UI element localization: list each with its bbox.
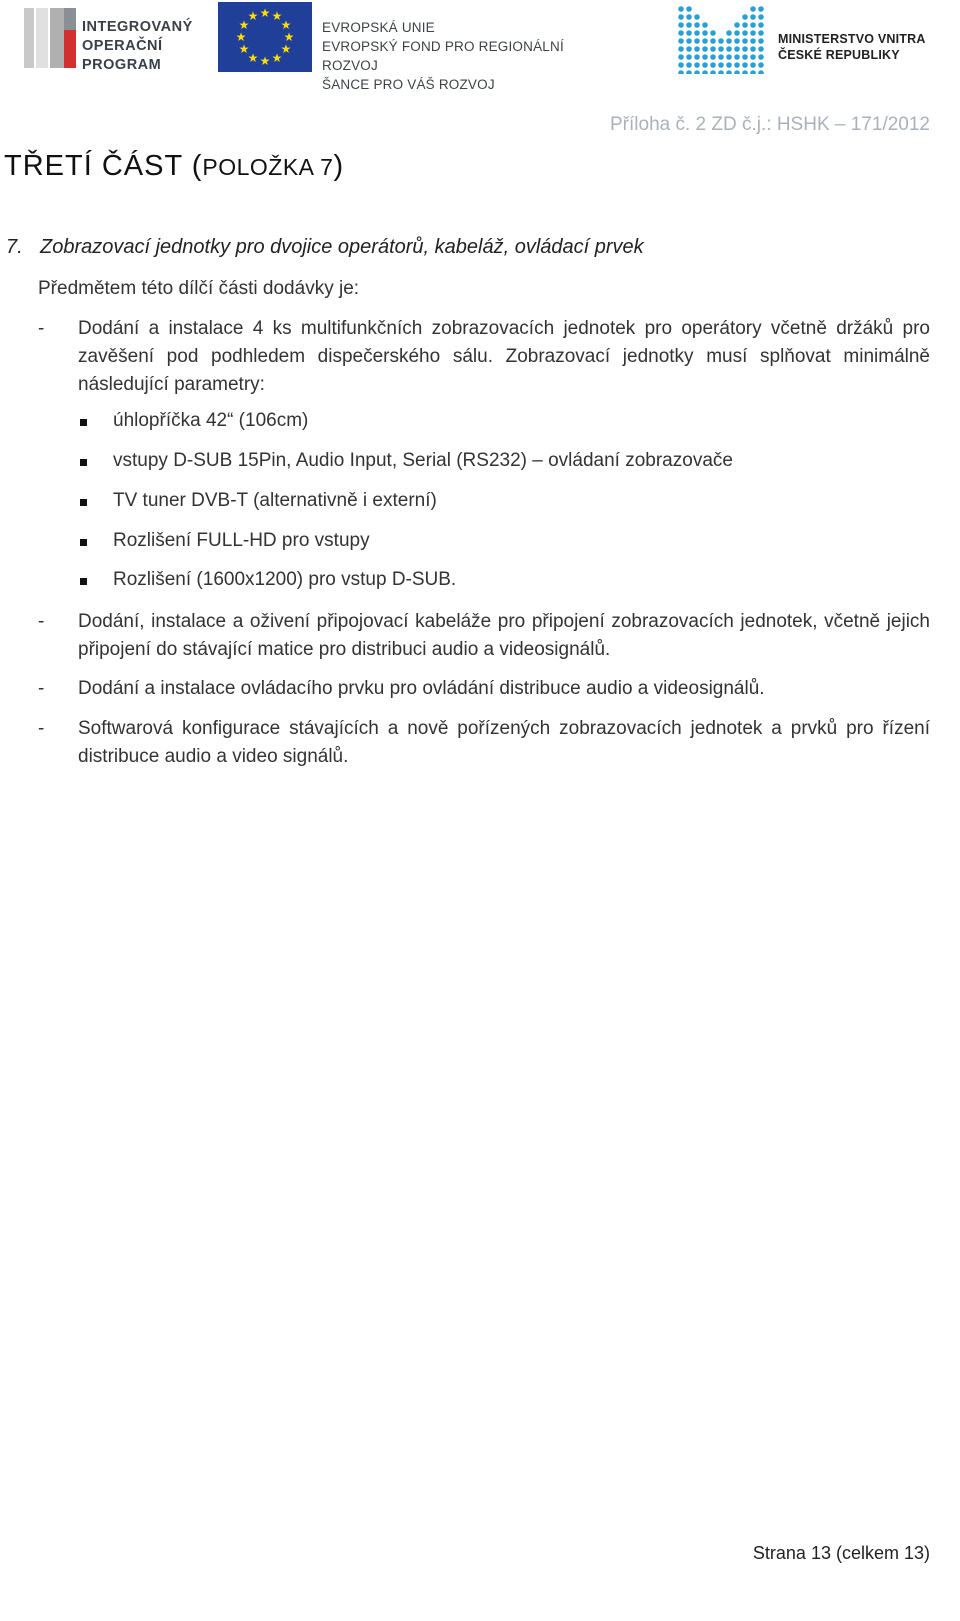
section-title: TŘETÍ ČÁST (POLOŽKA 7) <box>4 150 345 182</box>
dash-marker: - <box>38 318 45 339</box>
document-reference: Příloha č. 2 ZD č.j.: HSHK – 171/2012 <box>610 114 930 135</box>
eu-logo-line: EVROPSKÁ UNIE <box>322 20 435 35</box>
bullet-item: Rozlišení FULL-HD pro vstupy <box>80 530 370 552</box>
iop-logo-line: PROGRAM <box>82 57 162 73</box>
list-item <box>38 315 930 399</box>
ministry-logo-line: MINISTERSTVO VNITRA <box>778 32 926 46</box>
bullet-item: úhlopříčka 42“ (106cm) <box>80 410 308 432</box>
svg-text:★: ★ <box>247 51 259 65</box>
eu-flag-icon <box>218 2 312 72</box>
intro-text: Předmětem této dílčí části dodávky je: <box>38 278 360 299</box>
page-number: Strana 13 (celkem 13) <box>752 1543 930 1563</box>
svg-text:★: ★ <box>271 9 283 23</box>
eu-logo <box>218 2 598 92</box>
section-heading <box>6 236 644 259</box>
square-bullet-icon <box>80 419 87 426</box>
square-bullet-icon <box>80 459 87 466</box>
bullet-item: vstupy D-SUB 15Pin, Audio Input, Serial (RS232) – ovládaní zobrazovače <box>80 450 733 472</box>
svg-text:★: ★ <box>280 18 292 32</box>
list-item <box>38 675 930 703</box>
square-bullet-icon <box>80 578 87 585</box>
heading-text: Zobrazovací jednotky pro dvojice operátorů, kabeláž, ovládací prvek <box>40 236 644 258</box>
ministry-logo <box>676 4 936 76</box>
dash-marker: - <box>38 611 45 632</box>
svg-text:★: ★ <box>259 6 271 20</box>
eu-logo-line: ŠANCE PRO VÁŠ ROZVOJ <box>322 77 495 92</box>
iop-logo-line: INTEGROVANÝ <box>82 19 193 35</box>
heading-number: 7. <box>6 236 23 258</box>
iop-logo <box>24 4 194 72</box>
svg-text:★: ★ <box>259 54 271 68</box>
list-item-text: Dodání a instalace ovládacího prvku pro ovládání distribuce audio a videosignálů. <box>78 678 765 699</box>
ministry-logo-dots-icon <box>676 4 766 74</box>
iop-logo-line: OPERAČNÍ <box>82 38 163 54</box>
dash-marker: - <box>38 718 45 739</box>
iop-logo-bars-icon <box>24 8 78 68</box>
svg-text:★: ★ <box>280 42 292 56</box>
list-item-text: Dodání a instalace 4 ks multifunkčních zobrazovacích jednotek pro operátory včetně držáků pro zavěšení pod podhledem dispečerského sálu. Zobrazovací jednotky musí splňovat minimálně následující parametry: <box>78 318 930 395</box>
ministry-logo-line: ČESKÉ REPUBLIKY <box>778 48 900 62</box>
square-bullet-icon <box>80 539 87 546</box>
list-item <box>38 715 930 771</box>
svg-text:★: ★ <box>235 30 247 44</box>
svg-text:★: ★ <box>238 18 250 32</box>
eu-logo-line: EVROPSKÝ FOND PRO REGIONÁLNÍ ROZVOJ <box>322 39 564 73</box>
svg-text:★: ★ <box>238 42 250 56</box>
svg-text:★: ★ <box>283 30 295 44</box>
list-item <box>38 608 930 664</box>
bullet-item: TV tuner DVB-T (alternativně i externí) <box>80 490 437 512</box>
svg-text:★: ★ <box>247 9 259 23</box>
svg-text:★: ★ <box>271 51 283 65</box>
list-item-text: Softwarová konfigurace stávajících a nově pořízených zobrazovacích jednotek a prvků pro řízení distribuce audio a video signálů. <box>78 718 930 767</box>
dash-marker: - <box>38 678 45 699</box>
list-item-text: Dodání, instalace a oživení připojovací kabeláže pro připojení zobrazovacích jednotek, včetně jejich připojení do stávající matice pro distribuci audio a videosignálů. <box>78 611 930 660</box>
square-bullet-icon <box>80 499 87 506</box>
bullet-item: Rozlišení (1600x1200) pro vstup D-SUB. <box>80 569 456 591</box>
